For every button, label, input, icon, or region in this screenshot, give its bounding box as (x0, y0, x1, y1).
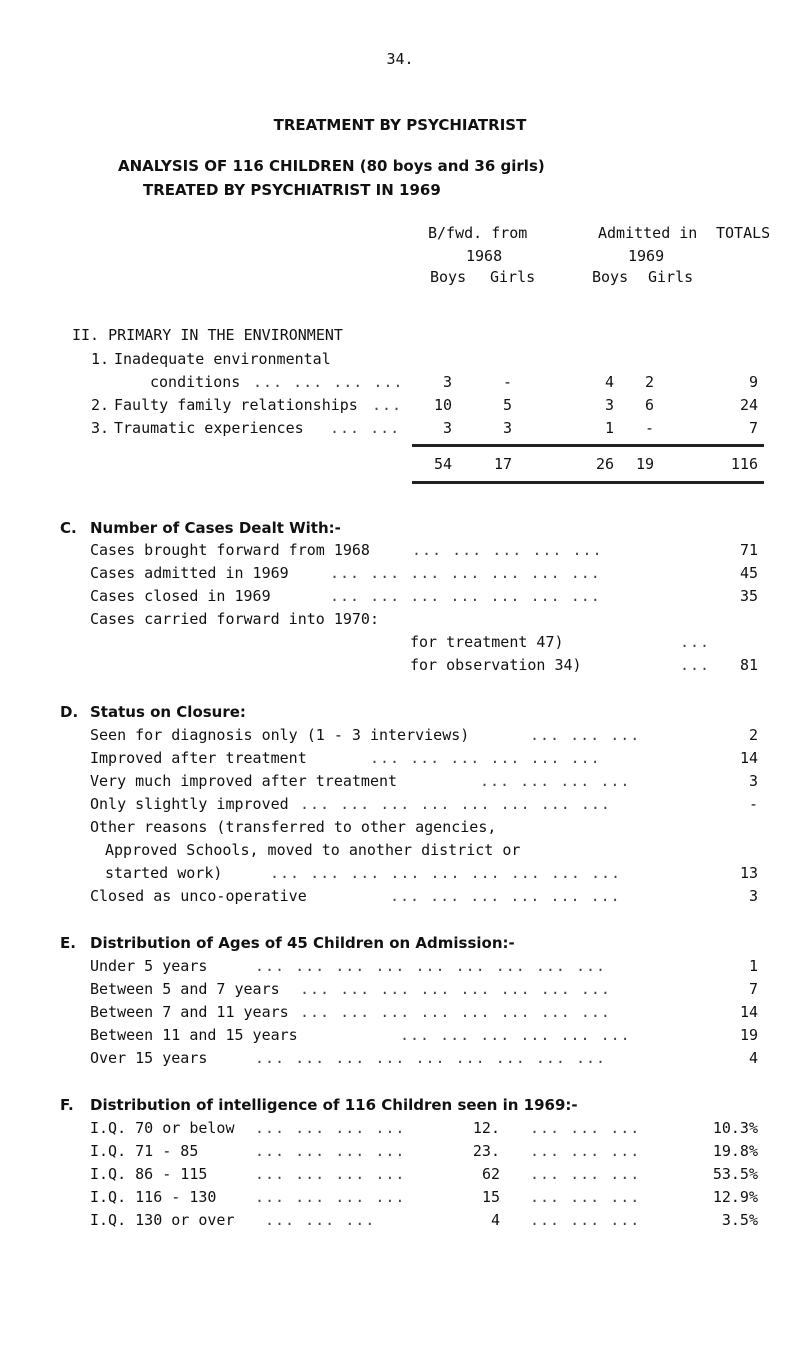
section-d-letter: D. (60, 703, 79, 721)
subtitle-line-1: ANALYSIS OF 116 CHILDREN (80 boys and 36 girls) (118, 157, 545, 175)
f-row-1-leader-a: ... ... ... ... (255, 1119, 406, 1137)
row-2-total: 24 (739, 396, 758, 414)
f-row-5-label: I.Q. 130 or over (90, 1211, 235, 1229)
e-row-4-label: Between 11 and 15 years (90, 1026, 298, 1044)
row-3-b2: 1 (604, 419, 614, 437)
e-row-2-leader: ... ... ... ... ... ... ... ... (300, 980, 611, 998)
c-row-1-leader: ... ... ... ... ... (412, 541, 603, 559)
row-2-g2: 6 (644, 396, 654, 414)
d-other-value: 13 (739, 864, 758, 882)
f-row-1-label: I.Q. 70 or below (90, 1119, 235, 1137)
row-1-total: 9 (748, 373, 758, 391)
f-row-3-percent: 53.5% (712, 1165, 758, 1183)
row-2-b1: 10 (433, 396, 452, 414)
d-row-3-value: 3 (748, 772, 758, 790)
f-row-5-percent: 3.5% (721, 1211, 758, 1229)
d-other-line-2: Approved Schools, moved to another district or (105, 841, 521, 859)
e-row-5-value: 4 (748, 1049, 758, 1067)
d-row-2-leader: ... ... ... ... ... ... (370, 749, 601, 767)
row-2-leader: ... (372, 396, 403, 414)
d-row-4-label: Only slightly improved (90, 795, 289, 813)
section-e-heading: Distribution of Ages of 45 Children on Admission:- (90, 934, 515, 952)
f-row-1-leader-b: ... ... ... (530, 1119, 641, 1137)
f-row-1-count: 12. (472, 1119, 500, 1137)
f-row-4-leader-b: ... ... ... (530, 1188, 641, 1206)
total-b1: 54 (433, 455, 452, 473)
e-row-4-leader: ... ... ... ... ... ... (400, 1026, 631, 1044)
f-row-3-label: I.Q. 86 - 115 (90, 1165, 208, 1183)
row-3-g2: - (644, 419, 654, 437)
f-row-4-percent: 12.9% (712, 1188, 758, 1206)
row-3-g1: 3 (502, 419, 512, 437)
section-c-letter: C. (60, 519, 77, 537)
c-for-observation: for observation 34) (410, 656, 582, 674)
f-row-1-percent: 10.3% (712, 1119, 758, 1137)
d-row-3-leader: ... ... ... ... (480, 772, 631, 790)
d-row-1-leader: ... ... ... (530, 726, 641, 744)
e-row-1-value: 1 (748, 957, 758, 975)
section-d-heading: Status on Closure: (90, 703, 246, 721)
d-row-3-label: Very much improved after treatment (90, 772, 398, 790)
f-row-2-leader-a: ... ... ... ... (255, 1142, 406, 1160)
subtitle-line-2: TREATED BY PSYCHIATRIST IN 1969 (143, 181, 441, 199)
row-1-g1: - (502, 373, 512, 391)
row-3-leader: ... ... (330, 419, 401, 437)
total-g1: 17 (493, 455, 512, 473)
row-1-label: conditions (150, 373, 241, 391)
f-row-2-count: 23. (472, 1142, 500, 1160)
section-f-letter: F. (60, 1096, 74, 1114)
header-admitted-year: 1969 (628, 247, 665, 265)
d-uncooperative-label: Closed as unco-operative (90, 887, 307, 905)
f-row-4-label: I.Q. 116 - 130 (90, 1188, 217, 1206)
e-row-5-leader: ... ... ... ... ... ... ... ... ... (255, 1049, 607, 1067)
e-row-3-label: Between 7 and 11 years (90, 1003, 289, 1021)
c-row-2-value: 45 (739, 564, 758, 582)
d-other-line-1: Other reasons (transferred to other agencies, (90, 818, 497, 836)
f-row-5-count: 4 (490, 1211, 500, 1229)
f-row-2-leader-b: ... ... ... (530, 1142, 641, 1160)
f-row-5-leader-b: ... ... ... (530, 1211, 641, 1229)
total-g2: 19 (635, 455, 654, 473)
d-row-4-value: - (748, 795, 758, 813)
totals-bottom-rule (412, 481, 764, 484)
page-title: TREATMENT BY PSYCHIATRIST (273, 116, 527, 134)
c-row-3-value: 35 (739, 587, 758, 605)
e-row-2-value: 7 (748, 980, 758, 998)
e-row-4-value: 19 (739, 1026, 758, 1044)
e-row-1-label: Under 5 years (90, 957, 208, 975)
header-boys-1: Boys (430, 268, 467, 286)
f-row-3-leader-a: ... ... ... ... (255, 1165, 406, 1183)
c-for-treatment: for treatment 47) (410, 633, 564, 651)
f-row-5-leader-a: ... ... ... (265, 1211, 376, 1229)
d-uncooperative-leader: ... ... ... ... ... ... (390, 887, 621, 905)
row-3-total: 7 (748, 419, 758, 437)
total-b2: 26 (595, 455, 614, 473)
row-1-label-line1: Inadequate environmental (114, 350, 331, 368)
c-treatment-leader: ... (680, 633, 711, 651)
row-3-number: 3. (91, 419, 110, 437)
d-row-2-value: 14 (739, 749, 758, 767)
row-1-number: 1. (91, 350, 110, 368)
c-row-1-label: Cases brought forward from 1968 (90, 541, 370, 559)
c-row-1-value: 71 (739, 541, 758, 559)
d-row-1-value: 2 (748, 726, 758, 744)
d-uncooperative-value: 3 (748, 887, 758, 905)
header-bfwd: B/fwd. from (428, 224, 528, 242)
row-1-b2: 4 (604, 373, 614, 391)
c-observation-leader: ... (680, 656, 711, 674)
f-row-3-leader-b: ... ... ... (530, 1165, 641, 1183)
e-row-1-leader: ... ... ... ... ... ... ... ... ... (255, 957, 607, 975)
row-2-g1: 5 (502, 396, 512, 414)
c-row-2-leader: ... ... ... ... ... ... ... (330, 564, 601, 582)
header-boys-2: Boys (592, 268, 629, 286)
f-row-2-label: I.Q. 71 - 85 (90, 1142, 199, 1160)
row-1-b1: 3 (442, 373, 452, 391)
section-c-heading: Number of Cases Dealt With:- (90, 519, 341, 537)
e-row-2-label: Between 5 and 7 years (90, 980, 280, 998)
f-row-4-leader-a: ... ... ... ... (255, 1188, 406, 1206)
c-row-4-label: Cases carried forward into 1970: (90, 610, 379, 628)
e-row-3-value: 14 (739, 1003, 758, 1021)
d-row-1-label: Seen for diagnosis only (1 - 3 interviews) (90, 726, 470, 744)
d-row-4-leader: ... ... ... ... ... ... ... ... (300, 795, 611, 813)
row-2-b2: 3 (604, 396, 614, 414)
page-number: 34. (386, 50, 414, 68)
total-grand: 116 (730, 455, 758, 473)
d-other-leader: ... ... ... ... ... ... ... ... ... (270, 864, 622, 882)
row-3-label: Traumatic experiences (114, 419, 304, 437)
e-row-3-leader: ... ... ... ... ... ... ... ... (300, 1003, 611, 1021)
row-1-leader: ... ... ... ... (253, 373, 404, 391)
row-3-b1: 3 (442, 419, 452, 437)
header-admitted: Admitted in (598, 224, 698, 242)
row-1-g2: 2 (644, 373, 654, 391)
totals-top-rule (412, 444, 764, 447)
e-row-5-label: Over 15 years (90, 1049, 208, 1067)
header-bfwd-year: 1968 (466, 247, 503, 265)
c-row-2-label: Cases admitted in 1969 (90, 564, 289, 582)
header-girls-2: Girls (648, 268, 694, 286)
section-e-letter: E. (60, 934, 76, 952)
row-2-label: Faulty family relationships (114, 396, 358, 414)
f-row-4-count: 15 (481, 1188, 500, 1206)
c-carried-total: 81 (739, 656, 758, 674)
f-row-3-count: 62 (481, 1165, 500, 1183)
f-row-2-percent: 19.8% (712, 1142, 758, 1160)
row-2-number: 2. (91, 396, 110, 414)
section-ii-heading: II. PRIMARY IN THE ENVIRONMENT (72, 326, 343, 344)
header-totals: TOTALS (716, 224, 771, 242)
c-row-3-label: Cases closed in 1969 (90, 587, 271, 605)
d-row-2-label: Improved after treatment (90, 749, 307, 767)
header-girls-1: Girls (490, 268, 536, 286)
d-other-line-3: started work) (105, 864, 223, 882)
c-row-3-leader: ... ... ... ... ... ... ... (330, 587, 601, 605)
section-f-heading: Distribution of intelligence of 116 Children seen in 1969:- (90, 1096, 578, 1114)
